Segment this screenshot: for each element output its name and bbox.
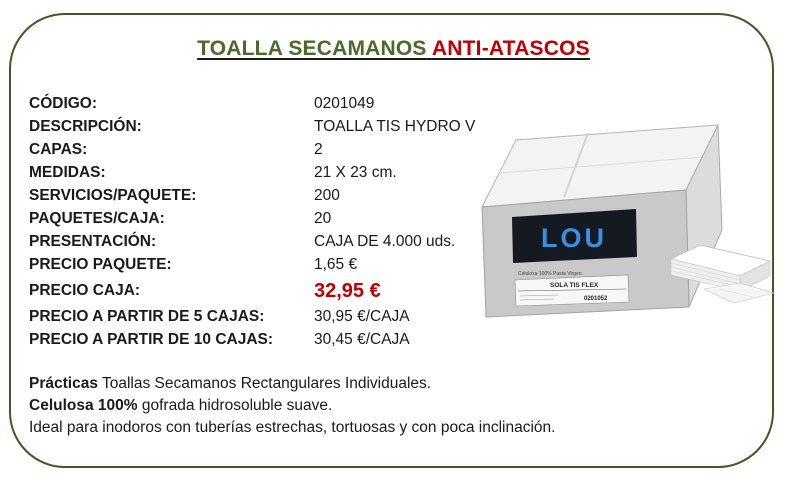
spec-value: 2 <box>314 141 323 158</box>
spec-label: MEDIDAS: <box>29 164 106 181</box>
box-product-name: SOLA TIS FLEX <box>550 282 599 289</box>
spec-value: 21 X 23 cm. <box>314 164 397 181</box>
price-highlight: 32,95 € <box>314 280 381 302</box>
spec-label: SERVICIOS/PAQUETE: <box>29 187 197 204</box>
product-image <box>478 95 778 325</box>
spec-label: DESCRIPCIÓN: <box>29 118 142 135</box>
spec-label: PAQUETES/CAJA: <box>29 210 165 227</box>
spec-value: 200 <box>314 187 340 204</box>
box-code: 0201052 <box>584 296 608 302</box>
page-title <box>0 37 787 61</box>
title-main: TOALLA SECAMANOS <box>197 37 427 60</box>
spec-value: 30,45 €/CAJA <box>314 331 410 348</box>
spec-value: 1,65 € <box>314 256 358 273</box>
loose-towel <box>704 283 774 303</box>
spec-label: CÓDIGO: <box>29 95 98 112</box>
note-text: gofrada hidrosoluble suave. <box>137 397 333 414</box>
spec-value: CAJA DE 4.000 uds. <box>314 233 456 250</box>
note-line-3: Ideal para inodoros con tuberías estrechas, tortuosas y con poca inclinación. <box>29 419 556 436</box>
spec-label: PRECIO PAQUETE: <box>29 256 172 273</box>
spec-label: CAPAS: <box>29 141 88 158</box>
title-highlight: ANTI-ATASCOS <box>431 37 590 60</box>
spec-label: PRESENTACIÓN: <box>29 233 157 250</box>
note-line-2 <box>29 395 555 417</box>
spec-label: PRECIO CAJA: <box>29 282 141 299</box>
spec-value: 30,95 €/CAJA <box>314 308 410 325</box>
spec-value: TOALLA TIS HYDRO V <box>314 118 476 135</box>
spec-value: 0201049 <box>314 95 375 112</box>
spec-label: PRECIO A PARTIR DE 10 CAJAS: <box>29 331 274 348</box>
spec-label: PRECIO A PARTIR DE 5 CAJAS: <box>29 308 265 325</box>
note-text: Toallas Secamanos Rectangulares Individuales. <box>97 375 432 392</box>
box-caption: Celulosa 100% Pasta Virgen <box>518 271 582 277</box>
note-line-1 <box>29 373 555 395</box>
brand-logo: LOU <box>541 223 607 253</box>
note-emphasis: Celulosa 100% <box>29 397 138 414</box>
spec-value: 20 <box>314 210 332 227</box>
note-emphasis: Prácticas <box>29 375 98 392</box>
product-notes <box>29 373 555 439</box>
